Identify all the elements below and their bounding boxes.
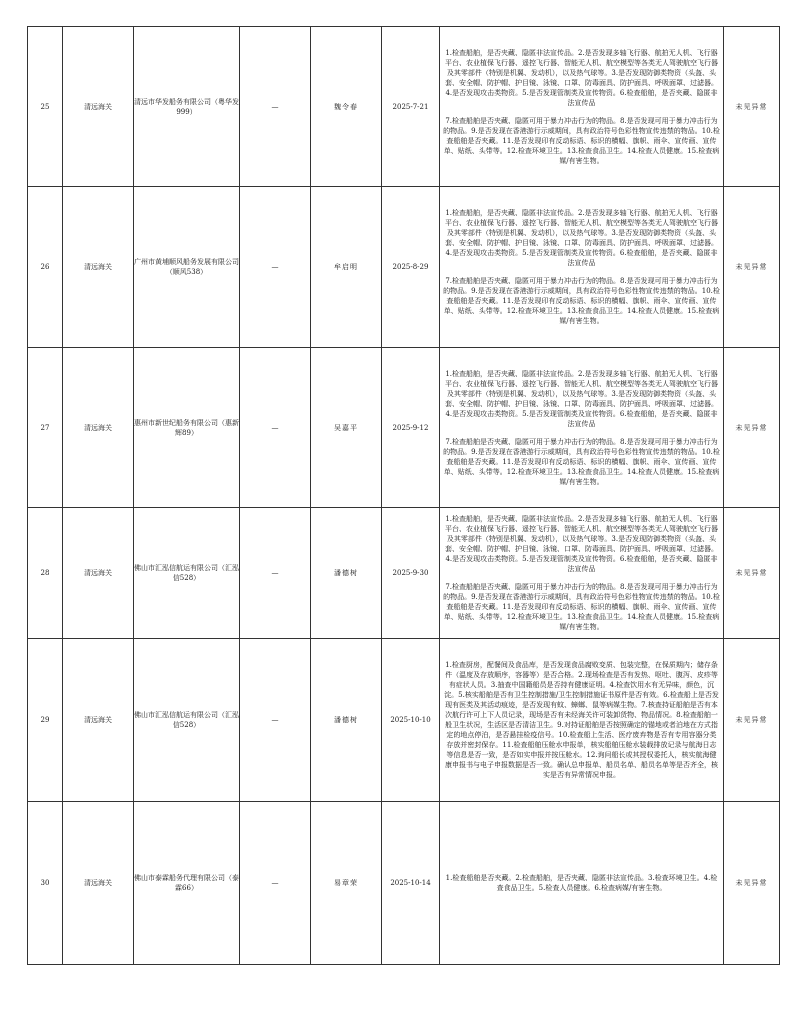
empty-field-dash: — [240, 508, 311, 639]
inspector-name: 潘德树 [311, 639, 382, 802]
row-number: 27 [28, 348, 63, 508]
inspection-items-part-a: 1.检查船舶，是否夹藏、隐匿非法宣传品。2.是否发现多轴飞行器、航拍无人机、飞行器平台、农业植保飞行器、遥控飞行器、智能无人机、航空模型等各类无人驾驶航空飞行器及其零部件（特别是机翼、发动机），以及热气球等。3.是否发现防御类物资（头盔、头套、安全帽、防护帽、护目镜、泳镜、口罩、防毒面具、防护面具、呼吸面罩、过滤器。4.是否发现攻击类物资。5.是否发现管制类及宣传物资。6.检查船舶，是否夹藏、隐匿非法宣传品 [445, 369, 718, 428]
inspection-items [440, 27, 724, 187]
company-name: 佛山市泰霖船务代理有限公司（泰霖66） [134, 802, 240, 965]
inspection-result: 未见异常 [724, 27, 780, 187]
inspection-date: 2025-8-29 [382, 187, 440, 348]
inspection-items-part-a: 1.检查船舶，是否夹藏、隐匿非法宣传品。2.是否发现多轴飞行器、航拍无人机、飞行器平台、农业植保飞行器、遥控飞行器、智能无人机、航空模型等各类无人驾驶航空飞行器及其零部件（特别是机翼、发动机），以及热气球等。3.是否发现防御类物资（头盔、头套、安全帽、防护帽、护目镜、泳镜、口罩、防毒面具、防护面具、呼吸面罩、过滤器。4.是否发现攻击类物资。5.是否发现管制类及宣传物资。6.检查船舶，是否夹藏、隐匿非法宣传品 [445, 48, 718, 107]
customs-office: 清远海关 [63, 348, 134, 508]
inspector-name: 吴嘉平 [311, 348, 382, 508]
inspection-items [440, 639, 724, 802]
inspection-date: 2025-9-12 [382, 348, 440, 508]
row-number: 28 [28, 508, 63, 639]
inspection-result: 未见异常 [724, 348, 780, 508]
row-number: 26 [28, 187, 63, 348]
company-name: 清远市华发船务有限公司（粤华发999） [134, 27, 240, 187]
inspector-name: 魏令春 [311, 27, 382, 187]
table-row [28, 508, 780, 639]
empty-field-dash: — [240, 27, 311, 187]
inspection-items-part-a: 1.检查船舶，是否夹藏、隐匿非法宣传品。2.是否发现多轴飞行器、航拍无人机、飞行器平台、农业植保飞行器、遥控飞行器、智能无人机、航空模型等各类无人驾驶航空飞行器及其零部件（特别是机翼、发动机），以及热气球等。3.是否发现防御类物资（头盔、头套、安全帽、防护帽、护目镜、泳镜、口罩、防毒面具、防护面具、呼吸面罩、过滤器。4.是否发现攻击类物资。5.是否发现管制类及宣传物资。6.检查船舶，是否夹藏、隐匿非法宣传品 [445, 209, 718, 267]
inspector-name: 易章荣 [311, 802, 382, 965]
empty-field-dash: — [240, 802, 311, 965]
table-row [28, 348, 780, 508]
inspection-date: 2025-7-21 [382, 27, 440, 187]
inspection-items [440, 508, 724, 639]
company-name: 佛山市汇泓信航运有限公司（汇泓信528） [134, 508, 240, 639]
empty-field-dash: — [240, 348, 311, 508]
inspection-date: 2025-10-10 [382, 639, 440, 802]
customs-office: 清远海关 [63, 27, 134, 187]
customs-office: 清远海关 [63, 508, 134, 639]
inspection-date: 2025-9-30 [382, 508, 440, 639]
inspection-items-part-a: 1.检查船舶是否夹藏。2.检查船舶，是否夹藏、隐匿非法宣传品。3.检查环境卫生。4.检查食品卫生。5.检查人员健康。6.检查病媒/有害生物。 [445, 874, 718, 892]
inspection-items-part-b: 7.检查船舶是否夹藏、隐匿可用于暴力冲击行为的物品。8.是否发现可用于暴力冲击行为的物品。9.是否发现在香港游行示威期间，具有政治符号色彩性物宣传违禁的物品。10.检查船舶是否夹藏。11.是否发现印有反动标语、标识的横幅、旗帜、雨伞、宣传画、宣传单、贴纸、头带等。12.检查环境卫生。13.检查食品卫生。14.检查人员健康。15.检查病媒/有害生物。 [443, 277, 720, 325]
inspector-name: 潘德树 [311, 508, 382, 639]
inspection-items [440, 348, 724, 508]
table-row [28, 639, 780, 802]
company-name: 广州市黄埔顺风船务发展有限公司（顺风538） [134, 187, 240, 348]
row-number: 30 [28, 802, 63, 965]
inspection-items-part-a: 1.检查船舶，是否夹藏、隐匿非法宣传品。2.是否发现多轴飞行器、航拍无人机、飞行器平台、农业植保飞行器、遥控飞行器、智能无人机、航空模型等各类无人驾驶航空飞行器及其零部件（特别是机翼、发动机），以及热气球等。3.是否发现防御类物资（头盔、头套、安全帽、防护帽、护目镜、泳镜、口罩、防毒面具、防护面具、呼吸面罩、过滤器。4.是否发现攻击类物资。5.是否发现管制类及宣传物资。6.检查船舶，是否夹藏、隐匿非法宣传品 [445, 515, 718, 573]
inspection-items-part-b: 7.检查船舶是否夹藏、隐匿可用于暴力冲击行为的物品。8.是否发现可用于暴力冲击行为的物品。9.是否发现在香港游行示威期间，具有政治符号色彩性物宣传违禁的物品。10.检查船舶是否夹藏。11.是否发现印有反动标语、标识的横幅、旗帜、雨伞、宣传画、宣传单、贴纸、头带等。12.检查环境卫生。13.检查食品卫生。14.检查人员健康。15.检查病媒/有害生物。 [443, 116, 720, 165]
table-row [28, 27, 780, 187]
inspection-items-part-b: 7.检查船舶是否夹藏、隐匿可用于暴力冲击行为的物品。8.是否发现可用于暴力冲击行为的物品。9.是否发现在香港游行示威期间，具有政治符号色彩性物宣传违禁的物品。10.检查船舶是否夹藏。11.是否发现印有反动标语、标识的横幅、旗帜、雨伞、宣传画、宣传单、贴纸、头带等。12.检查环境卫生。13.检查食品卫生。14.检查人员健康。15.检查病媒/有害生物。 [443, 437, 720, 486]
customs-office: 清远海关 [63, 639, 134, 802]
table-row [28, 802, 780, 965]
inspection-date: 2025-10-14 [382, 802, 440, 965]
inspection-items [440, 802, 724, 965]
inspection-result: 未见异常 [724, 187, 780, 348]
inspection-result: 未见异常 [724, 802, 780, 965]
empty-field-dash: — [240, 639, 311, 802]
inspection-records-table [27, 26, 780, 965]
inspection-result: 未见异常 [724, 639, 780, 802]
customs-office: 清远海关 [63, 802, 134, 965]
company-name: 佛山市汇泓信航运有限公司（汇泓信528） [134, 639, 240, 802]
empty-field-dash: — [240, 187, 311, 348]
row-number: 25 [28, 27, 63, 187]
inspection-items-part-a: 1.检查厨房，配餐间及食品库，是否发现食品腐败变质、包装完整，在保质期内；储存条件（温度及存放顺序，容器等）是否合格。2.现场检查是否有发热、呕吐、腹泻、皮疹等有症状人员。3.抽查中国籍船员是否持有健康证明。4.检查饮用水有无异味，颜色，沉淀。5.核实船舶是否有卫生控制措施/卫生控制措施证书原件是否有效。6.检查船上是否发现有医类及其活动痕迹，是否发现有蚊、蟑螂、鼠等病媒生物。7.核查持证船舶是否有本次航行许可上下人员记录，现场是否有未经海关许可装卸货物、物品情况。8.检查船舶一般卫生状况，生活区是否清洁卫生。9.对持证船舶是否按照确定的锚地或者泊地在方式指定的地点停泊，是否悬挂检疫信号。10.检查船上生活、医疗废弃物是否有专用容器分类存放并密封保存。11.检查船舶压舱水申报单，核实船舶压舱水装载排放记录与航海日志等信息是否一致，是否如实申报并按压舱水。12.询问船长或其授权委托人，核实航海健康申报书与电子申报数据是否一致。确认总申报单、船员名单、船员名单等是否齐全，核实是否有异常情况申报。 [444, 661, 719, 779]
inspection-items [440, 187, 724, 348]
inspector-name: 牟启明 [311, 187, 382, 348]
inspection-items-part-b: 7.检查船舶是否夹藏、隐匿可用于暴力冲击行为的物品。8.是否发现可用于暴力冲击行为的物品。9.是否发现在香港游行示威期间，具有政治符号色彩性物宣传违禁的物品。10.检查船舶是否夹藏。11.是否发现印有反动标语、标识的横幅、旗帜、雨伞、宣传画、宣传单、贴纸、头带等。12.检查环境卫生。13.检查食品卫生。14.检查人员健康。15.检查病媒/有害生物。 [443, 583, 720, 631]
company-name: 惠州市新世纪船务有限公司（惠新辉89） [134, 348, 240, 508]
table-row [28, 187, 780, 348]
row-number: 29 [28, 639, 63, 802]
customs-office: 清远海关 [63, 187, 134, 348]
inspection-result: 未见异常 [724, 508, 780, 639]
